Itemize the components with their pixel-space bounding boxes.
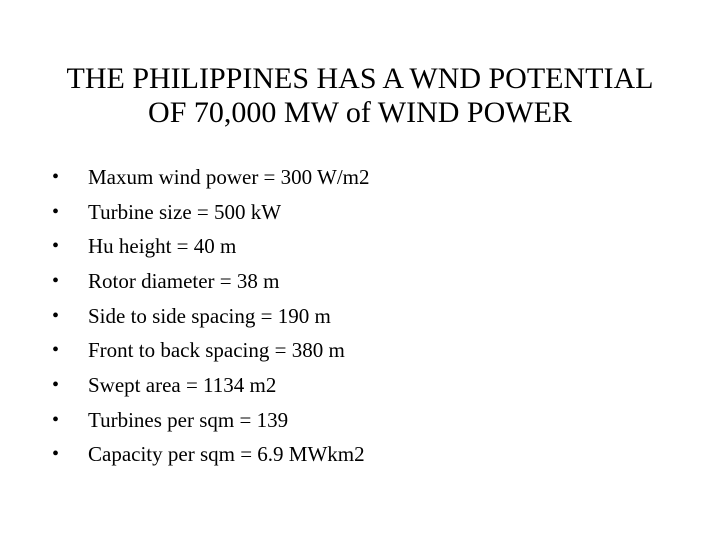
bullet-icon: • <box>52 408 60 431</box>
slide-title <box>40 62 680 130</box>
bullet-icon: • <box>52 304 60 327</box>
bullet-item-capacity-per-sqm <box>52 438 672 473</box>
bullet-icon: • <box>52 165 60 188</box>
bullet-text: Rotor diameter = 38 m <box>88 268 280 293</box>
bullet-icon: • <box>52 235 60 258</box>
bullet-item-swept-area <box>52 368 672 403</box>
bullet-text: Maxum wind power = 300 W/m2 <box>88 164 370 189</box>
bullet-text: Turbine size = 500 kW <box>88 199 282 224</box>
bullet-icon: • <box>52 200 60 223</box>
title-line-1: THE PHILIPPINES HAS A WND POTENTIAL <box>66 62 654 95</box>
bullet-text: Swept area = 1134 m2 <box>88 372 277 397</box>
bullet-item-turbines-per-sqm <box>52 403 672 438</box>
bullet-text: Front to back spacing = 380 m <box>88 338 345 363</box>
bullet-item-rotor-diameter <box>52 264 672 299</box>
bullet-icon: • <box>52 373 60 396</box>
bullet-text: Capacity per sqm = 6.9 MWkm2 <box>88 442 365 467</box>
bullet-text: Hu height = 40 m <box>88 234 237 259</box>
bullet-item-max-wind-power <box>52 160 672 195</box>
bullet-item-front-back-spacing <box>52 333 672 368</box>
title-line-2: OF 70,000 MW of WIND POWER <box>148 96 572 129</box>
bullet-item-hub-height <box>52 229 672 264</box>
bullet-icon: • <box>52 269 60 292</box>
bullet-text: Side to side spacing = 190 m <box>88 303 331 328</box>
bullet-text: Turbines per sqm = 139 <box>88 407 289 432</box>
bullet-item-side-spacing <box>52 299 672 334</box>
bullet-icon: • <box>52 443 60 466</box>
bullet-list <box>52 160 672 472</box>
bullet-item-turbine-size <box>52 195 672 230</box>
bullet-icon: • <box>52 339 60 362</box>
